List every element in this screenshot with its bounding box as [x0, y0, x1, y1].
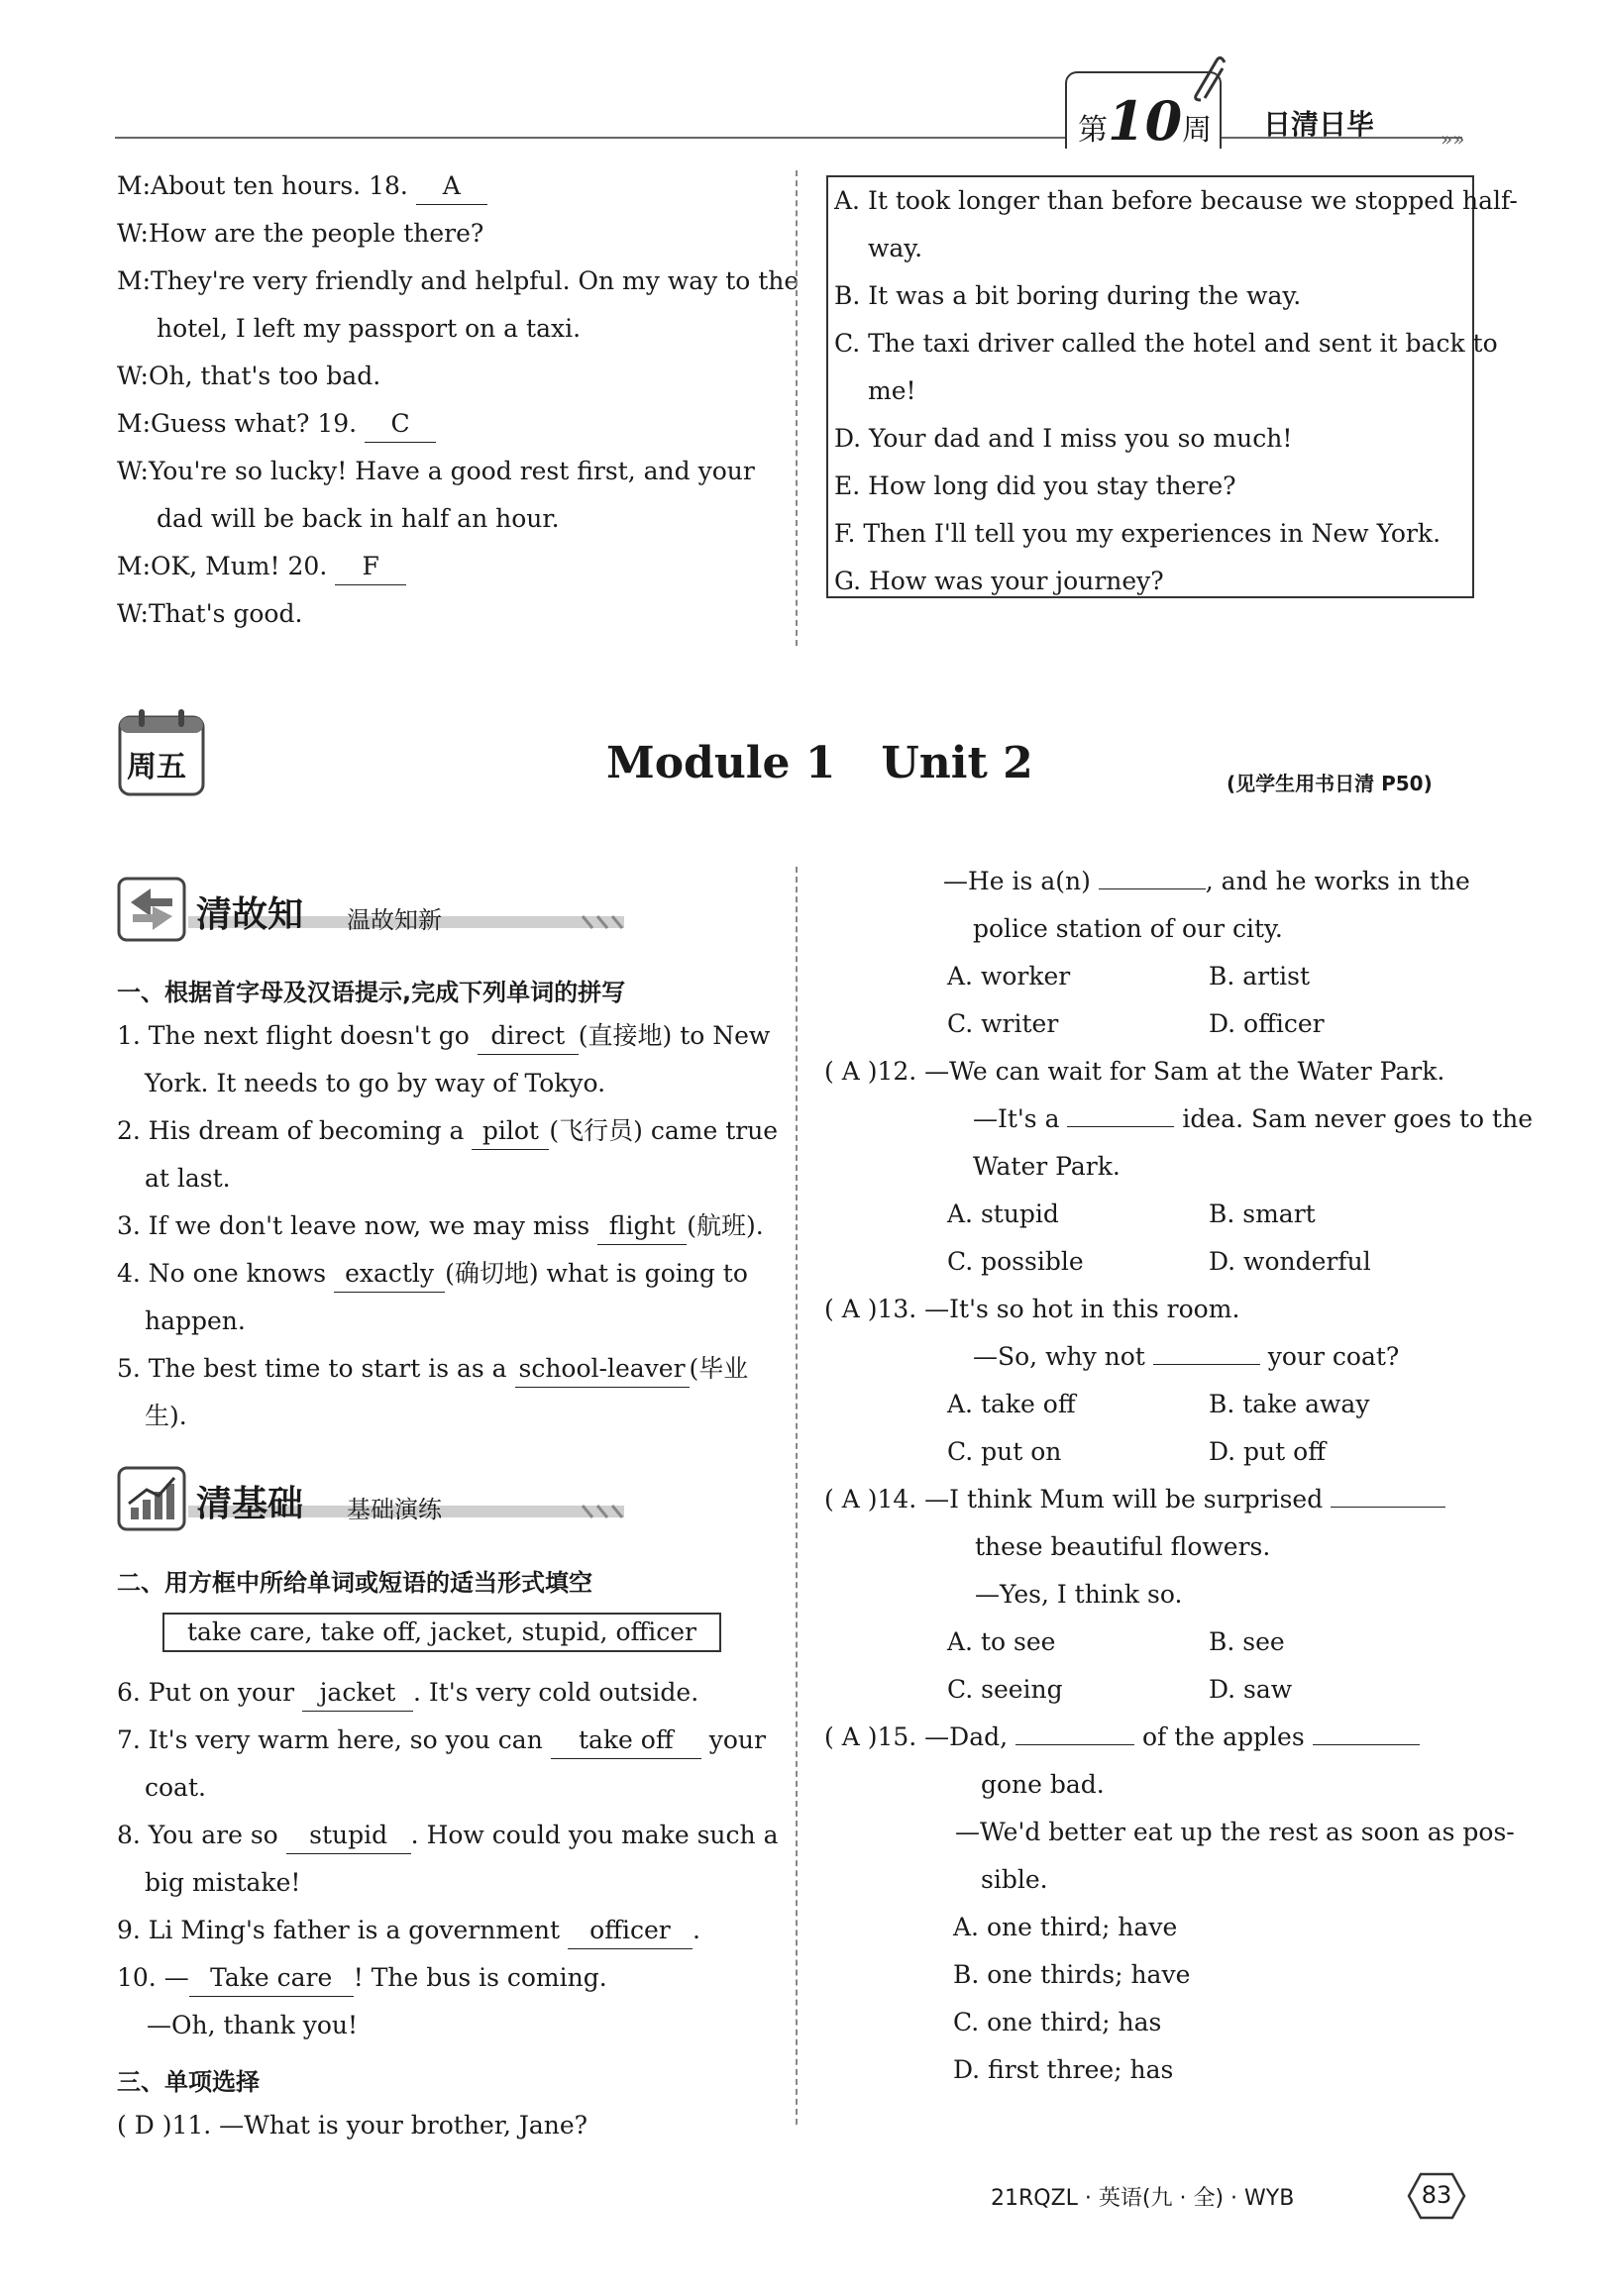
module-ref: (见学生用书日清 P50) [1227, 772, 1433, 795]
banner-basics-title: 清基础 [196, 1484, 304, 1524]
banner-review-title: 清故知 [196, 894, 304, 935]
mc-line: —So, why not your coat? [973, 1342, 1400, 1371]
mc-line: these beautiful flowers. [975, 1532, 1271, 1561]
mc-line: —Yes, I think so. [975, 1580, 1183, 1609]
fill-item: 8. You are so stupid . How could you make such a [117, 1812, 778, 1859]
fill-item: 10. — Take care ! The bus is coming. [117, 1954, 607, 2002]
footer-code: 21RQZL · 英语(九 · 全) · WYB [991, 2186, 1295, 2211]
question-13: ( A )13. —It's so hot in this room. [824, 1295, 1240, 1323]
spelling-item: at last. [145, 1164, 231, 1193]
banner-review-subtitle: 温故知新 [347, 906, 442, 934]
mc-line: police station of our city. [973, 914, 1283, 943]
fill-item: 7. It's very warm here, so you can take off your [117, 1717, 766, 1764]
answer-3: flight [597, 1208, 687, 1245]
mc-options: A. worker B. artist [947, 962, 1311, 991]
chevron-right-icon: »» [1441, 127, 1465, 151]
spelling-item: 2. His dream of becoming a pilot (飞行员) came true [117, 1107, 778, 1155]
spelling-item: 3. If we don't leave now, we may miss flight (航班). [117, 1202, 764, 1250]
mc-blank [1015, 1744, 1134, 1745]
dialogue-line: W:Oh, that's too bad. [117, 362, 381, 390]
module-title: Module 1 Unit 2 [606, 738, 1033, 788]
option-item: me! [868, 376, 916, 405]
mc-blank [1153, 1364, 1260, 1365]
dialogue-line: hotel, I left my passport on a taxi. [157, 314, 582, 343]
answer-1: direct [478, 1018, 579, 1055]
mc-line: sible. [981, 1865, 1048, 1894]
question-14: ( A )14. —I think Mum will be surprised [824, 1476, 1445, 1523]
column-divider-bottom [796, 867, 798, 2125]
question-11: ( D )11. —What is your brother, Jane? [117, 2111, 588, 2139]
answer-9: officer [568, 1913, 693, 1949]
spelling-item: 5. The best time to start is as a school-leaver (毕业 [117, 1345, 748, 1393]
fill-item: 6. Put on your jacket . It's very cold outside. [117, 1669, 698, 1717]
question-15: ( A )15. —Dad, of the apples [824, 1714, 1420, 1761]
mc-options: C. seeing D. saw [947, 1675, 1293, 1704]
section3-heading: 三、单项选择 [117, 2068, 260, 2096]
mc-options: A. to see B. see [947, 1627, 1285, 1656]
spelling-item: 1. The next flight doesn't go direct (直接地) to New [117, 1012, 770, 1060]
spelling-item: 4. No one knows exactly (确切地) what is going to [117, 1250, 748, 1298]
banner-basics-subtitle: 基础演练 [347, 1496, 442, 1523]
mc-line: gone bad. [981, 1770, 1105, 1799]
column-divider-top [796, 170, 798, 646]
mc-line: —It's a idea. Sam never goes to the [973, 1104, 1533, 1133]
question-12: ( A )12. —We can wait for Sam at the Water Park. [824, 1057, 1445, 1086]
fill-item: 9. Li Ming's father is a government officer . [117, 1907, 700, 1954]
answer-19: C [365, 406, 436, 443]
dialogue-line: M:About ten hours. 18. A [117, 162, 487, 210]
header-motto: 日清日毕 [1263, 108, 1375, 141]
dialogue-line: W:You're so lucky! Have a good rest first, and your [117, 457, 755, 485]
spelling-item: York. It needs to go by way of Tokyo. [145, 1069, 606, 1097]
mc-options: C. possible D. wonderful [947, 1247, 1371, 1276]
dialogue-line: M:Guess what? 19. C [117, 400, 436, 448]
mc-options: C. put on D. put off [947, 1437, 1326, 1466]
mc-line: —We'd better eat up the rest as soon as pos- [955, 1818, 1515, 1846]
mc-line: B. one thirds; have [953, 1960, 1191, 1989]
option-item: F. Then I'll tell you my experiences in New York. [834, 519, 1442, 548]
mc-line: C. one third; has [953, 2008, 1162, 2036]
fill-item: —Oh, thank you! [147, 2011, 359, 2039]
mc-line: A. one third; have [953, 1913, 1178, 1941]
answer-8: stupid [286, 1818, 411, 1854]
options-box [826, 175, 1518, 598]
header-rule [115, 137, 1462, 139]
option-item: G. How was your journey? [834, 567, 1164, 595]
section1-heading: 一、根据首字母及汉语提示,完成下列单词的拼写 [117, 979, 626, 1006]
banner-review [117, 877, 632, 942]
answer-5: school-leaver [515, 1351, 690, 1388]
dialogue-line: dad will be back in half an hour. [157, 504, 560, 533]
mc-blank [1331, 1507, 1445, 1508]
page-number: 83 [1421, 2181, 1452, 2209]
answer-10: Take care [189, 1960, 354, 1997]
option-item: C. The taxi driver called the hotel and sent it back to [834, 329, 1498, 358]
fill-item: coat. [145, 1773, 206, 1802]
option-item: B. It was a bit boring during the way. [834, 281, 1302, 310]
banner-basics [117, 1466, 632, 1531]
dialogue-line: M:OK, Mum! 20. F [117, 543, 406, 590]
answer-2: pilot [472, 1113, 549, 1150]
mc-blank [1313, 1744, 1420, 1745]
page-number-badge [1407, 2171, 1466, 2221]
mc-blank [1099, 888, 1206, 889]
option-item: D. Your dad and I miss you so much! [834, 424, 1293, 453]
mc-line: —He is a(n) , and he works in the [943, 867, 1470, 895]
word-box [162, 1613, 721, 1652]
section2-heading: 二、用方框中所给单词或短语的适当形式填空 [117, 1569, 592, 1597]
word-box-text: take care, take off, jacket, stupid, officer [186, 1618, 696, 1646]
option-item: way. [868, 234, 923, 262]
answer-6: jacket [302, 1675, 413, 1712]
fill-item: big mistake! [145, 1868, 301, 1897]
dialogue-line: W:How are the people there? [117, 219, 484, 248]
option-item: A. It took longer than before because we stopped half- [834, 186, 1518, 215]
dialogue-line: M:They're very friendly and helpful. On my way to the [117, 266, 800, 295]
option-item: E. How long did you stay there? [834, 471, 1236, 500]
day-badge: 周五 [127, 750, 186, 784]
answer-7: take off [551, 1722, 701, 1759]
answer-18: A [416, 168, 487, 205]
answer-20: F [335, 549, 406, 585]
mc-line: D. first three; has [953, 2055, 1174, 2084]
spelling-item: happen. [145, 1306, 246, 1335]
mc-blank [1067, 1126, 1174, 1127]
answer-4: exactly [334, 1256, 445, 1293]
mc-options: A. take off B. take away [947, 1390, 1370, 1418]
week-label: 第10周 [1078, 89, 1213, 153]
dialogue-line: W:That's good. [117, 599, 303, 628]
spelling-item: 生). [145, 1402, 187, 1430]
mc-options: C. writer D. officer [947, 1009, 1325, 1038]
mc-options: A. stupid B. smart [947, 1200, 1316, 1228]
mc-line: Water Park. [973, 1152, 1121, 1181]
